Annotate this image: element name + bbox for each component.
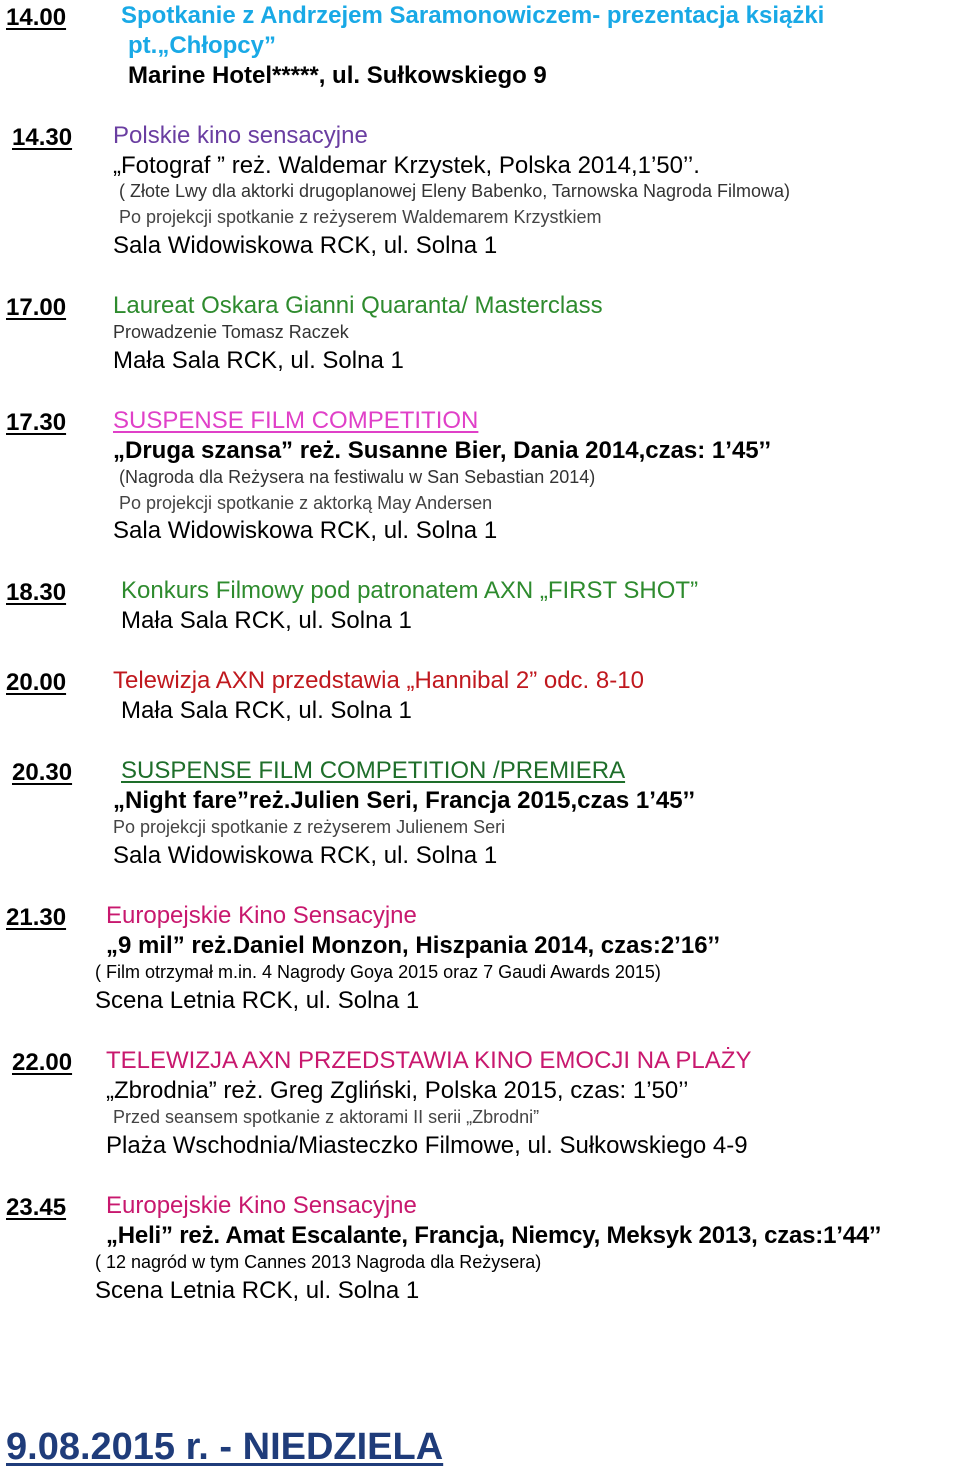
event-title: Europejskie Kino Sensacyjne [106, 902, 417, 929]
date-heading: 9.08.2015 r. - NIEDZIELA [6, 1426, 444, 1468]
event-title-line2: pt.„Chłopcy” [128, 32, 276, 59]
event-time: 21.30 [6, 904, 67, 931]
event-venue: Sala Widowiskowa RCK, ul. Solna 1 [113, 517, 498, 544]
event-time: 20.30 [12, 759, 73, 786]
event-venue: Sala Widowiskowa RCK, ul. Solna 1 [113, 842, 498, 869]
event-film: „9 mil” reż.Daniel Monzon, Hiszpania 2014, czas:2’16’’ [106, 932, 720, 959]
event-time: 20.00 [6, 669, 67, 696]
event-title: Konkurs Filmowy pod patronatem AXN „FIRST SHOT” [121, 577, 699, 604]
event-note: (Nagroda dla Reżysera na festiwalu w San Sebastian 2014) [119, 467, 596, 487]
event-venue: Scena Letnia RCK, ul. Solna 1 [95, 1277, 420, 1304]
event-title: SUSPENSE FILM COMPETITION /PREMIERA [121, 757, 626, 784]
event-time: 14.30 [12, 124, 73, 151]
event-venue: Mała Sala RCK, ul. Solna 1 [121, 697, 412, 724]
event-time: 23.45 [6, 1194, 67, 1221]
event-venue: Scena Letnia RCK, ul. Solna 1 [95, 987, 420, 1014]
event-title: SUSPENSE FILM COMPETITION [113, 407, 479, 434]
event-time: 17.30 [6, 409, 67, 436]
event-time: 17.00 [6, 294, 67, 321]
event-meeting: Przed seansem spotkanie z aktorami II serii „Zbrodni” [113, 1107, 540, 1127]
event-film: „Night fare”reż.Julien Seri, Francja 2015,czas 1’45’’ [113, 787, 696, 814]
event-note: ( Złote Lwy dla aktorki drugoplanowej Eleny Babenko, Tarnowska Nagroda Filmowa) [119, 181, 791, 201]
event-note: Prowadzenie Tomasz Raczek [113, 322, 349, 342]
event-meeting: Po projekcji spotkanie z reżyserem Julienem Seri [113, 817, 506, 837]
event-title: Telewizja AXN przedstawia „Hannibal 2” odc. 8-10 [113, 667, 644, 694]
event-venue: Sala Widowiskowa RCK, ul. Solna 1 [113, 232, 498, 259]
event-film: „Heli” reż. Amat Escalante, Francja, Niemcy, Meksyk 2013, czas:1’44’’ [106, 1222, 882, 1249]
event-note: ( Film otrzymał m.in. 4 Nagrody Goya 2015 oraz 7 Gaudi Awards 2015) [95, 962, 661, 982]
event-film: „Fotograf ” reż. Waldemar Krzystek, Polska 2014,1’50’’. [113, 152, 700, 179]
event-meeting: Po projekcji spotkanie z reżyserem Waldemarem Krzystkiem [119, 207, 602, 227]
event-film: „Druga szansa” reż. Susanne Bier, Dania 2014,czas: 1’45’’ [113, 437, 772, 464]
event-venue: Plaża Wschodnia/Miasteczko Filmowe, ul. Sułkowskiego 4-9 [106, 1132, 748, 1159]
event-venue: Mała Sala RCK, ul. Solna 1 [121, 607, 412, 634]
event-time: 22.00 [12, 1049, 73, 1076]
event-title: Laureat Oskara Gianni Quaranta/ Masterclass [113, 292, 603, 319]
event-time: 14.00 [6, 4, 67, 31]
event-venue: Marine Hotel*****, ul. Sułkowskiego 9 [128, 62, 547, 89]
event-note: ( 12 nagród w tym Cannes 2013 Nagroda dla Reżysera) [95, 1252, 542, 1272]
event-title: TELEWIZJA AXN PRZEDSTAWIA KINO EMOCJI NA PLAŻY [106, 1047, 752, 1074]
event-title: Europejskie Kino Sensacyjne [106, 1192, 417, 1219]
event-title: Polskie kino sensacyjne [113, 122, 368, 149]
event-title: Spotkanie z Andrzejem Saramonowiczem- prezentacja książki [121, 2, 825, 29]
event-time: 18.30 [6, 579, 67, 606]
event-film: „Zbrodnia” reż. Greg Zgliński, Polska 2015, czas: 1’50’’ [106, 1077, 689, 1104]
event-venue: Mała Sala RCK, ul. Solna 1 [113, 347, 404, 374]
event-meeting: Po projekcji spotkanie z aktorką May Andersen [119, 493, 493, 513]
